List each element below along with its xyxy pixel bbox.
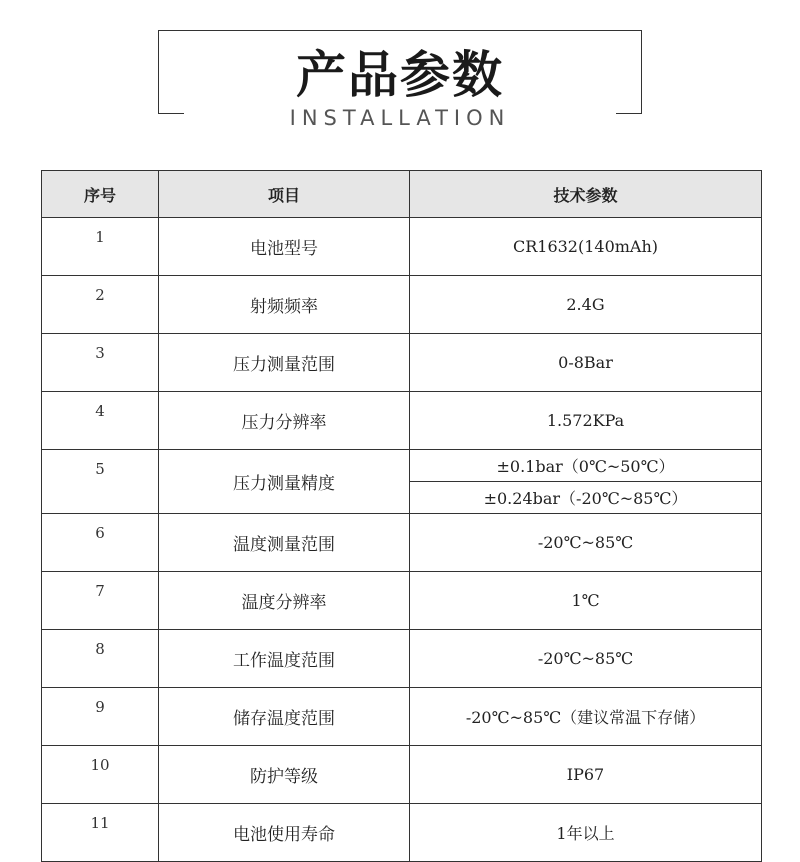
row-param: 2.4G [410,276,762,334]
row-param: -20℃~85℃（建议常温下存储） [410,688,762,746]
row-index: 1 [42,218,159,276]
table-row [42,688,762,746]
spec-table [41,170,762,862]
row-item: 防护等级 [159,746,410,804]
row-item: 压力分辨率 [159,392,410,450]
page-subtitle: INSTALLATION [289,106,511,130]
row-param: IP67 [410,746,762,804]
row-index: 11 [42,804,159,862]
row-param: ±0.1bar（0℃~50℃） [410,450,762,482]
table-row [42,334,762,392]
row-index: 3 [42,334,159,392]
row-index: 4 [42,392,159,450]
row-param: 0-8Bar [410,334,762,392]
table-row [42,218,762,276]
table-row [42,450,762,482]
row-item: 工作温度范围 [159,630,410,688]
table-row [42,572,762,630]
row-item: 电池型号 [159,218,410,276]
row-param: ±0.24bar（-20℃~85℃） [410,482,762,514]
row-item: 压力测量精度 [159,450,410,514]
row-param: CR1632(140mAh) [410,218,762,276]
row-item: 压力测量范围 [159,334,410,392]
frame-top-line [158,30,642,31]
page-title: 产品参数 [296,46,504,104]
row-index: 5 [42,450,159,514]
row-param: -20℃~85℃ [410,514,762,572]
row-param: -20℃~85℃ [410,630,762,688]
row-item: 温度测量范围 [159,514,410,572]
row-item: 射频频率 [159,276,410,334]
table-row [42,630,762,688]
column-header-item: 项目 [159,171,410,218]
table-header-row [42,171,762,218]
column-header-params: 技术参数 [410,171,762,218]
table-row [42,276,762,334]
row-index: 6 [42,514,159,572]
row-item: 温度分辨率 [159,572,410,630]
row-param: 1.572KPa [410,392,762,450]
row-index: 9 [42,688,159,746]
row-index: 10 [42,746,159,804]
row-index: 2 [42,276,159,334]
row-index: 7 [42,572,159,630]
row-item: 电池使用寿命 [159,804,410,862]
table-row [42,746,762,804]
row-index: 8 [42,630,159,688]
row-param: 1℃ [410,572,762,630]
row-param: 1年以上 [410,804,762,862]
column-header-index: 序号 [42,171,159,218]
table-row [42,514,762,572]
table-row [42,804,762,862]
table-row [42,392,762,450]
row-item: 储存温度范围 [159,688,410,746]
